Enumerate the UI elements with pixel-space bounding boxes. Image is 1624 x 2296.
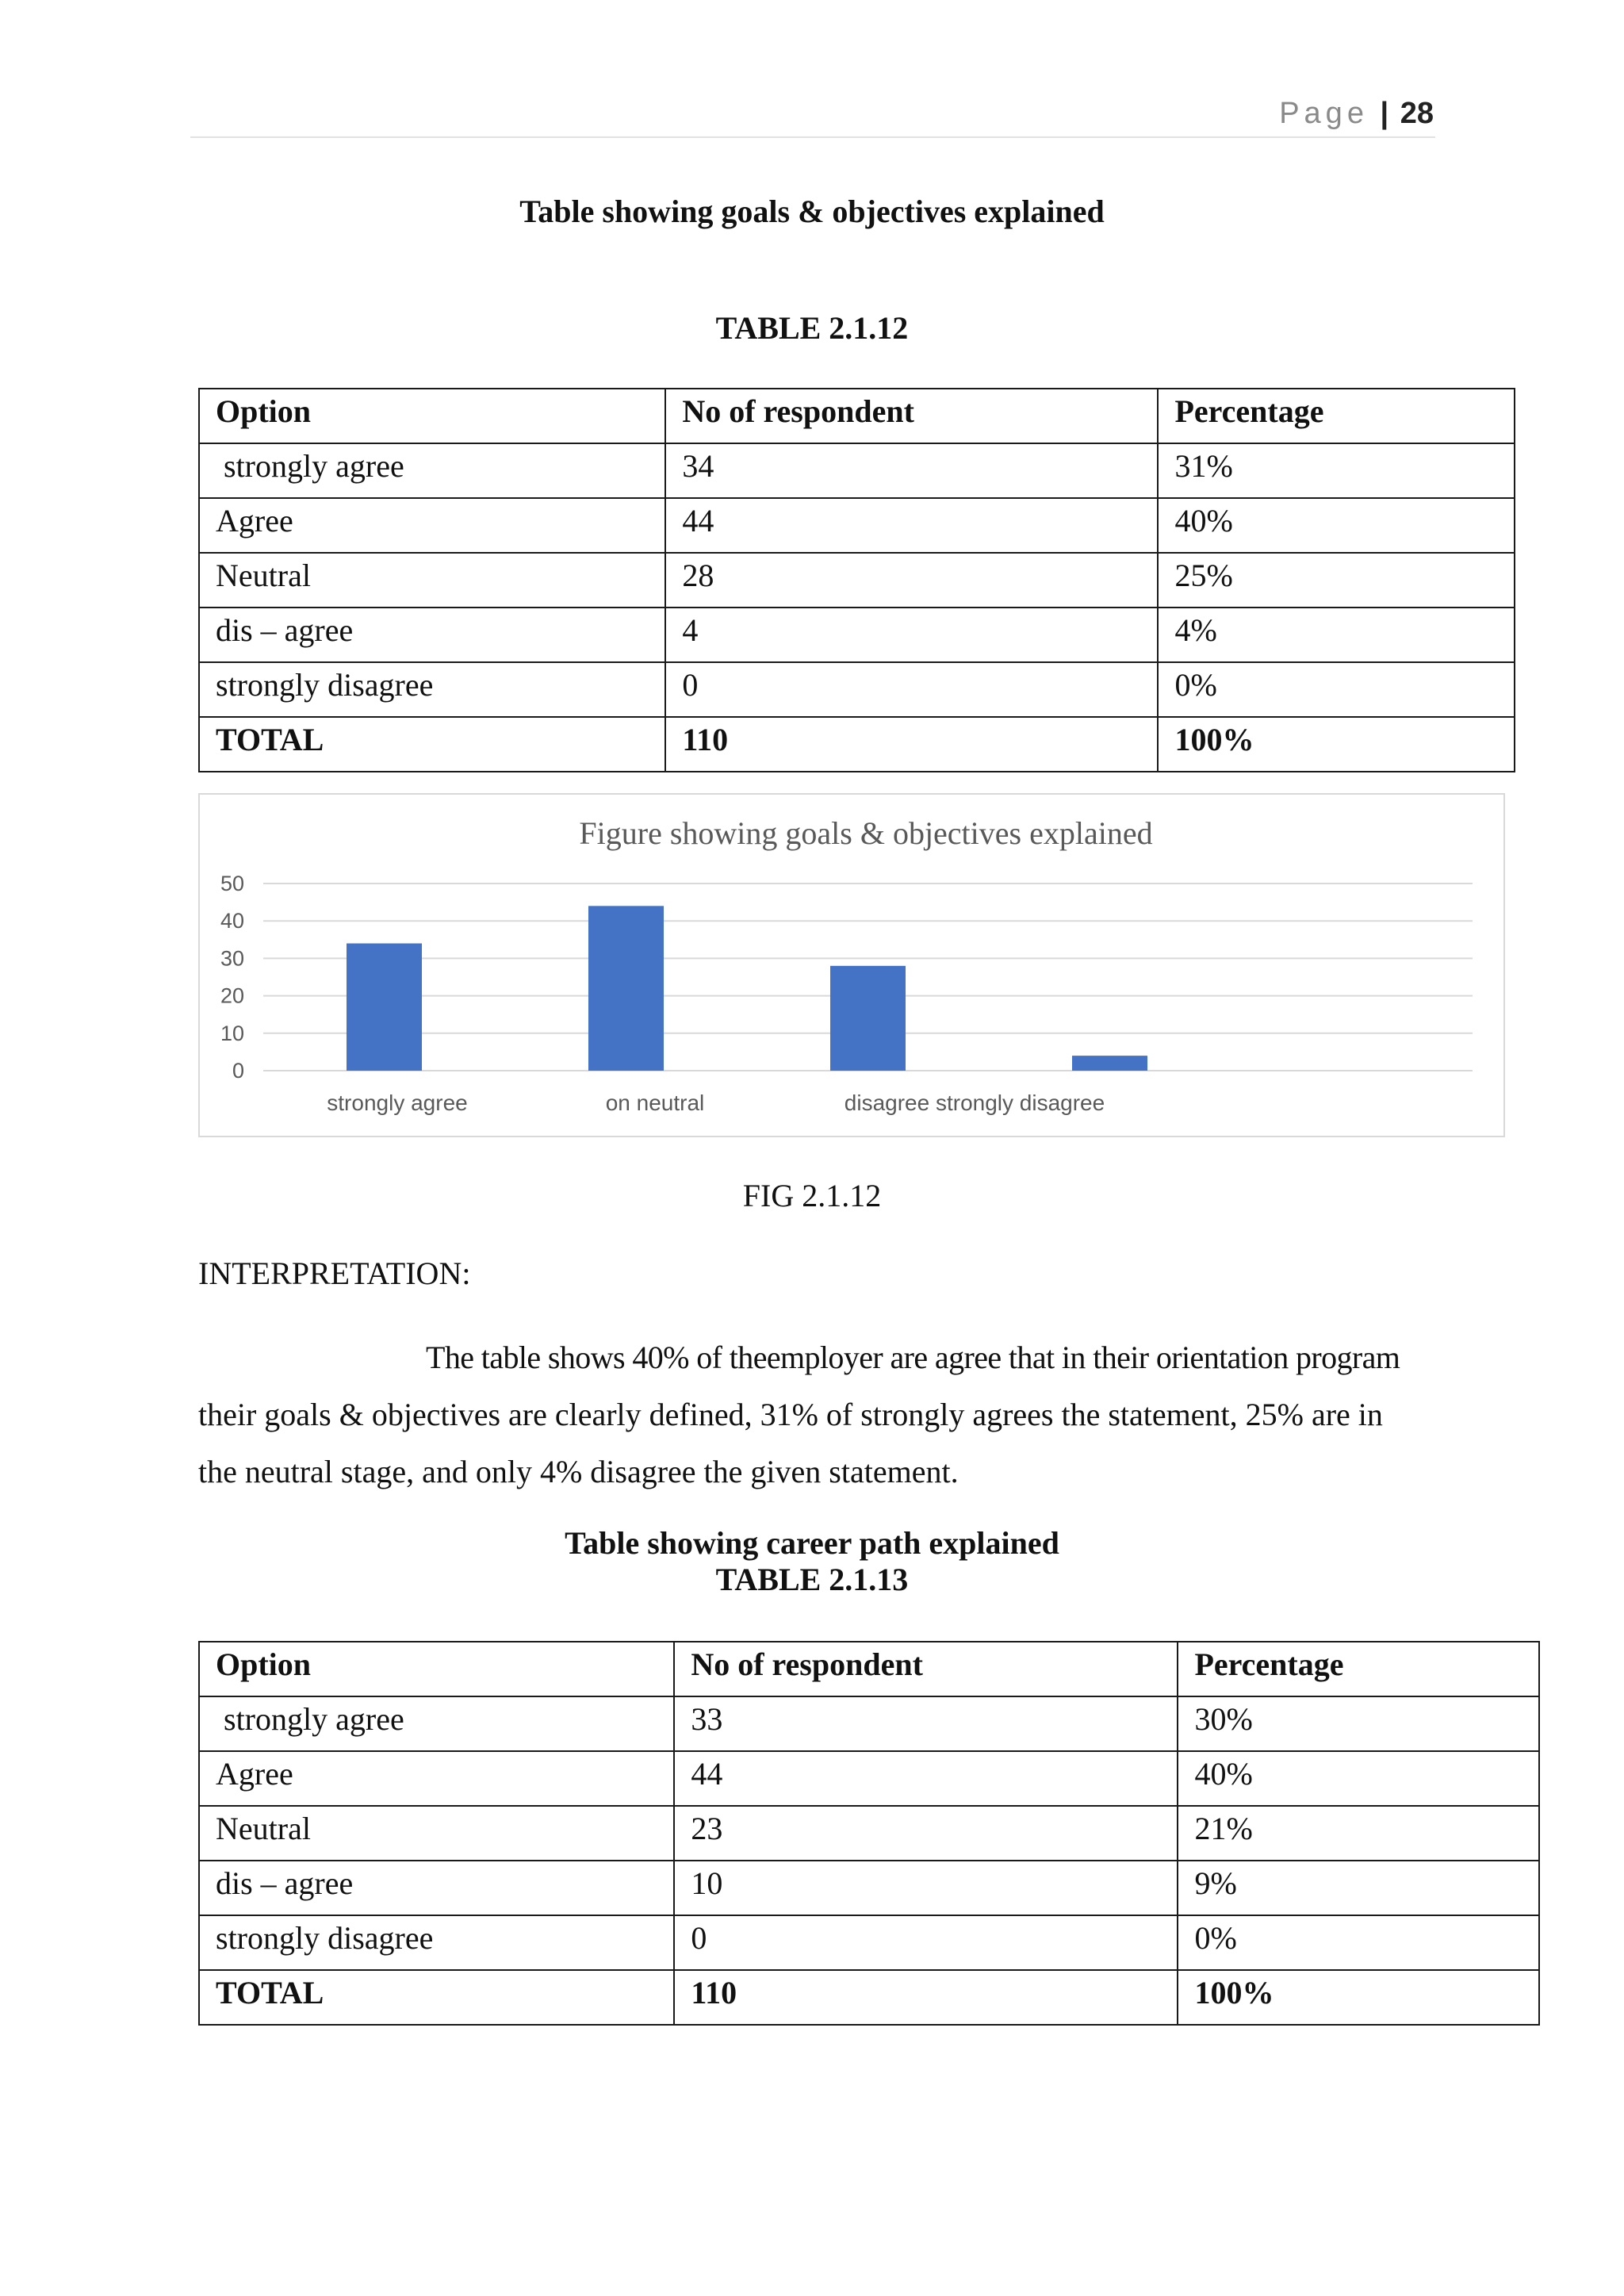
table-cell: 4% (1158, 608, 1515, 662)
interpretation-heading: INTERPRETATION: (198, 1255, 471, 1291)
table-row (199, 662, 1515, 717)
table-cell: 33 (674, 1696, 1178, 1751)
bar-0 (347, 944, 422, 1071)
table-cell: Neutral (199, 553, 665, 608)
table-cell: Agree (199, 498, 665, 553)
table-cell: 21% (1178, 1806, 1539, 1861)
table2-header-respondents: No of respondent (674, 1642, 1178, 1696)
table-cell: 31% (1158, 443, 1515, 498)
y-tick-label: 0 (232, 1059, 244, 1083)
interpretation-paragraph (198, 1329, 1435, 1501)
table2-total-row (199, 1970, 1539, 2025)
table1 (198, 388, 1515, 772)
table-cell: 23 (674, 1806, 1178, 1861)
table1-header-row (199, 389, 1515, 443)
chart-svg (200, 795, 1503, 1136)
table-row (199, 1696, 1539, 1751)
y-tick-label: 30 (220, 946, 244, 971)
table-cell: 100% (1158, 717, 1515, 772)
table-cell: strongly agree (199, 443, 665, 498)
table1-total-row (199, 717, 1515, 772)
bar-3 (1072, 1056, 1147, 1071)
table-cell: 34 (665, 443, 1158, 498)
table-row (199, 1861, 1539, 1915)
y-tick-label: 40 (220, 909, 244, 933)
table-cell: 0 (674, 1915, 1178, 1970)
table-cell: TOTAL (199, 717, 665, 772)
table-cell: 0% (1158, 662, 1515, 717)
table-row (199, 443, 1515, 498)
x-tick-label: on neutral (605, 1091, 705, 1115)
table2 (198, 1641, 1540, 2026)
interpretation-line-3: the neutral stage, and only 4% disagree the given statement. (198, 1454, 959, 1489)
table2-header-percentage: Percentage (1178, 1642, 1539, 1696)
table2-header-option: Option (199, 1642, 674, 1696)
table-cell: dis – agree (199, 1861, 674, 1915)
page-word: Page (1279, 97, 1369, 130)
interpretation-line-2: their goals & objectives are clearly defined, 31% of strongly agrees the statement, 25% are in (198, 1397, 1383, 1432)
table-row (199, 1751, 1539, 1806)
table1-header-option: Option (199, 389, 665, 443)
table-row (199, 1915, 1539, 1970)
table-cell: 28 (665, 553, 1158, 608)
table-cell: Agree (199, 1751, 674, 1806)
page-header (1279, 97, 1434, 131)
table-cell: 44 (665, 498, 1158, 553)
table-cell: strongly agree (199, 1696, 674, 1751)
bar-chart (198, 793, 1505, 1137)
bar-2 (830, 966, 906, 1071)
table2-title: TABLE 2.1.13 (715, 1562, 909, 1597)
y-tick-label: 20 (220, 983, 244, 1008)
table-cell: 30% (1178, 1696, 1539, 1751)
table-cell: 100% (1178, 1970, 1539, 2025)
table-row (199, 1806, 1539, 1861)
chart-title: Figure showing goals & objectives explained (579, 815, 1153, 851)
bar-1 (588, 906, 664, 1071)
figure-label: FIG 2.1.12 (742, 1178, 882, 1213)
table1-header-percentage: Percentage (1158, 389, 1515, 443)
table-row (199, 608, 1515, 662)
table-cell: dis – agree (199, 608, 665, 662)
table-cell: 44 (674, 1751, 1178, 1806)
table-cell: 4 (665, 608, 1158, 662)
table-cell: 40% (1178, 1751, 1539, 1806)
table-cell: 110 (665, 717, 1158, 772)
page-separator: | (1380, 97, 1389, 130)
table-row (199, 498, 1515, 553)
y-tick-label: 10 (220, 1021, 244, 1045)
table-cell: 40% (1158, 498, 1515, 553)
page-number: 28 (1400, 97, 1434, 130)
table-cell: 0 (665, 662, 1158, 717)
table2-caption: Table showing career path explained (565, 1525, 1059, 1561)
header-rule (190, 136, 1435, 138)
table-cell: 10 (674, 1861, 1178, 1915)
table-cell: strongly disagree (199, 662, 665, 717)
x-tick-label: strongly agree (327, 1091, 468, 1115)
x-tick-label: disagree strongly disagree (844, 1091, 1105, 1115)
table1-title: TABLE 2.1.12 (715, 310, 909, 346)
table-cell: TOTAL (199, 1970, 674, 2025)
table-cell: strongly disagree (199, 1915, 674, 1970)
table1-caption: Table showing goals & objectives explained (519, 194, 1105, 229)
interpretation-line-1: The table shows 40% of theemployer are agree that in their orientation program (426, 1340, 1400, 1375)
table-cell: 0% (1178, 1915, 1539, 1970)
table-cell: 110 (674, 1970, 1178, 2025)
table-cell: 25% (1158, 553, 1515, 608)
table2-header-row (199, 1642, 1539, 1696)
table1-header-respondents: No of respondent (665, 389, 1158, 443)
table-cell: Neutral (199, 1806, 674, 1861)
table-row (199, 553, 1515, 608)
table-cell: 9% (1178, 1861, 1539, 1915)
y-tick-label: 50 (220, 872, 244, 895)
